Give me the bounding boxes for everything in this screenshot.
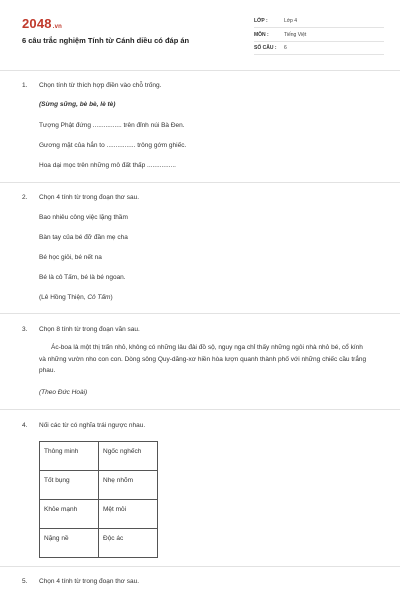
table-cell-left[interactable]: Tốt bụng [40, 471, 99, 500]
word-hint: (Sừng sững, bè bè, lè tè) [39, 101, 116, 108]
exercise-line: Tượng Phật đứng ................ trên đỉnh núi Bà Đen. [39, 122, 185, 129]
question-number: 2. [22, 194, 28, 201]
question-number: 5. [22, 578, 28, 585]
meta-label: SỐ CÂU : [254, 45, 277, 51]
question-text: Chọn 8 tính từ trong đoạn văn sau. [39, 326, 140, 333]
meta-value: Tiếng Việt [284, 31, 307, 38]
exercise-line: Hoa dại mọc trên những mô đất thấp ................ [39, 162, 176, 169]
poem-line: Bé học giỏi, bé nết na [39, 254, 102, 261]
table-cell-left[interactable]: Khỏe mạnh [40, 500, 99, 529]
meta-label: LỚP : [254, 18, 268, 24]
table-cell-left[interactable]: Thông minh [40, 442, 99, 471]
table-cell-right[interactable]: Độc ác [99, 529, 158, 558]
table-row [40, 471, 158, 500]
site-logo[interactable] [22, 16, 62, 31]
poem-source [39, 294, 113, 301]
question-number: 1. [22, 82, 28, 89]
meta-row-subject [254, 30, 384, 42]
source-suffix: ) [110, 294, 113, 301]
question-divider [0, 409, 400, 410]
meta-label: MÔN : [254, 31, 269, 38]
source-prefix: (Lê Hồng Thiện, [39, 294, 88, 301]
document-title: 6 câu trắc nghiệm Tính từ Cánh diều có đáp án [22, 36, 190, 45]
question-text: Nối các từ có nghĩa trái ngược nhau. [39, 422, 146, 429]
poem-line: Bé là cô Tấm, bé là bé ngoan. [39, 274, 126, 281]
logo-suffix: .vn [52, 24, 63, 30]
table-cell-left[interactable]: Nặng nề [40, 529, 99, 558]
meta-row-grade [254, 16, 384, 28]
poem-line: Bao nhiêu công việc lặng thầm [39, 214, 128, 221]
question-text: Chọn tính từ thích hợp điền vào chỗ trống. [39, 82, 162, 89]
question-text: Chọn 4 tính từ trong đoạn thơ sau. [39, 578, 140, 585]
table-cell-right[interactable]: Ngốc nghếch [99, 442, 158, 471]
question-divider [0, 566, 400, 567]
question-number: 3. [22, 326, 28, 333]
meta-value: Lớp 4 [284, 18, 298, 24]
poem-line: Bàn tay của bé đỡ đần mẹ cha [39, 234, 128, 241]
header [22, 16, 382, 60]
logo-text: 2048 [22, 16, 52, 31]
question-number: 4. [22, 422, 28, 429]
matching-table [39, 441, 158, 558]
question-divider [0, 313, 400, 314]
meta-value: 6 [284, 45, 287, 51]
table-cell-right[interactable]: Mệt mỏi [99, 500, 158, 529]
exercise-line: Gương mặt của hắn to ................ trông gớm ghiếc. [39, 142, 187, 149]
table-cell-right[interactable]: Nhẹ nhõm [99, 471, 158, 500]
passage-source: (Theo Đức Hoài) [39, 389, 88, 396]
meta-row-count [254, 43, 384, 55]
passage: Ác-boa là một thị trấn nhỏ, không có những lâu đài đồ sộ, nguy nga chỉ thấy những ngôi nhà nhỏ bé, cổ kính và những vườn nho con con. Dòng sông Quy-dăng-xơ hiền hòa lượn quanh thành phố với những chiếc cầu trắng phau. [39, 344, 367, 374]
table-row [40, 500, 158, 529]
source-title: Cô Tấm [87, 294, 111, 301]
table-row [40, 529, 158, 558]
meta-info [254, 16, 384, 57]
question-text: Chọn 4 tính từ trong đoạn thơ sau. [39, 194, 140, 201]
table-row [40, 442, 158, 471]
header-divider [0, 70, 400, 71]
question-divider [0, 182, 400, 183]
